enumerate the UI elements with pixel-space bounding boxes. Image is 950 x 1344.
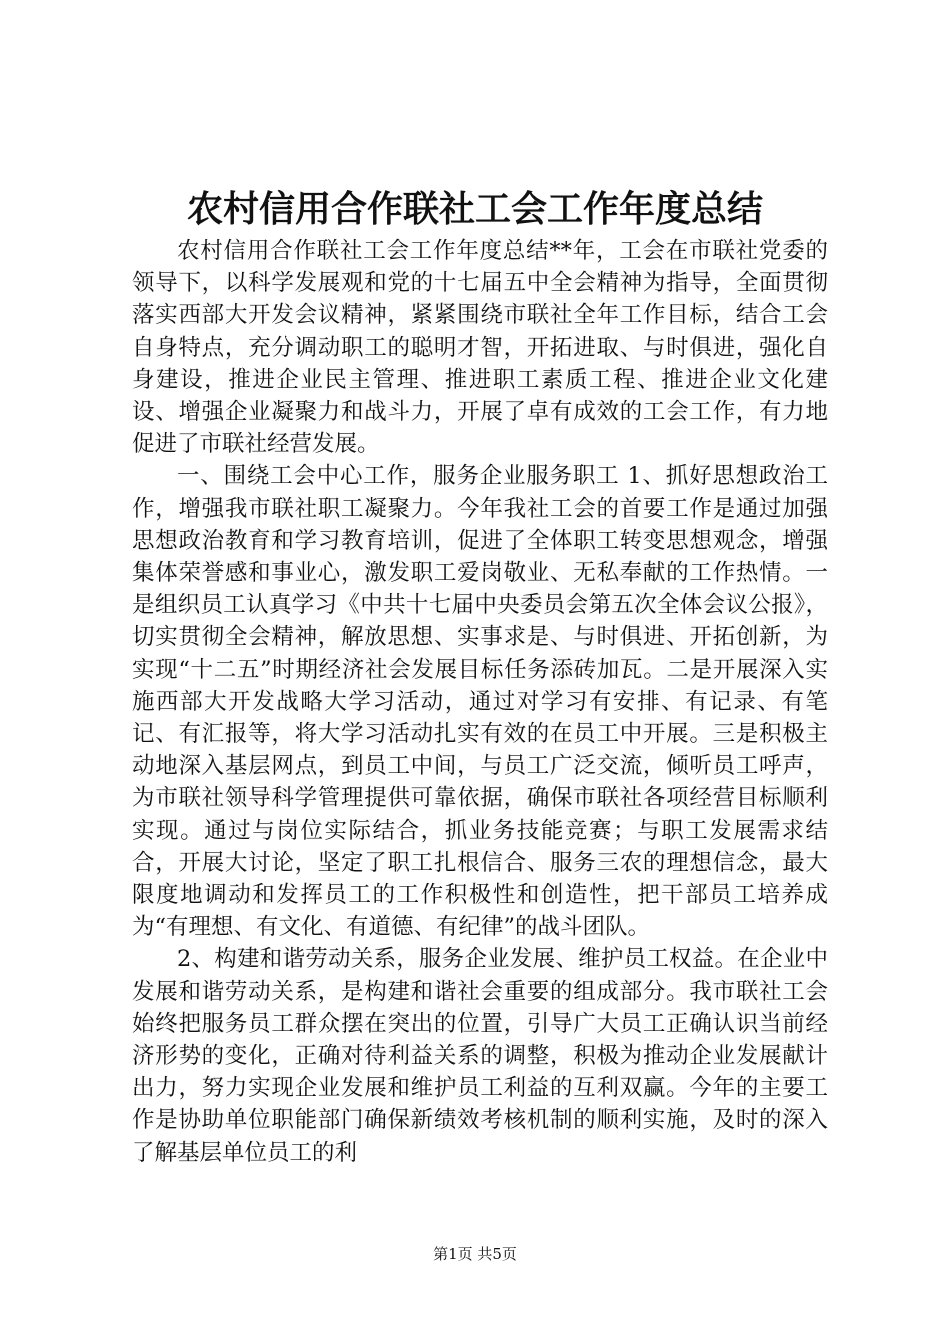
document-body	[132, 235, 828, 1169]
page-footer	[0, 1244, 950, 1264]
paragraph-intro: 农村信用合作联社工会工作年度总结**年，工会在市联社党委的领导下，以科学发展观和党的十七届五中全会精神为指导，全面贯彻落实西部大开发会议精神，紧紧围绕市联社全年工作目标，结合工会自身特点，充分调动职工的聪明才智，开拓进取、与时俱进，强化自身建设，推进企业民主管理、推进职工素质工程、推进企业文化建设、增强企业凝聚力和战斗力，开展了卓有成效的工会工作，有力地促进了市联社经营发展。	[132, 238, 828, 458]
paragraph-section-1: 一、围绕工会中心工作，服务企业服务职工 1、抓好思想政治工作，增强我市联社职工凝聚力。今年我社工会的首要工作是通过加强思想政治教育和学习教育培训，促进了全体职工转变思想观念，增强集体荣誉感和事业心，激发职工爱岗敬业、无私奉献的工作热情。一是组织员工认真学习《中共十七届中央委员会第五次全体会议公报》，切实贯彻全会精神，解放思想、实事求是、与时俱进、开拓创新，为实现“十二五”时期经济社会发展目标任务添砖加瓦。二是开展深入实施西部大开发战略大学习活动，通过对学习有安排、有记录、有笔记、有汇报等，将大学习活动扎实有效的在员工中开展。三是积极主动地深入基层网点，到员工中间，与员工广泛交流，倾听员工呼声，为市联社领导科学管理提供可靠依据，确保市联社各项经营目标顺利实现。通过与岗位实际结合，抓业务技能竞赛；与职工发展需求结合，开展大讨论，坚定了职工扎根信合、服务三农的理想信念，最大限度地调动和发挥员工的工作积极性和创造性，把干部员工培养成为“有理想、有文化、有道德、有纪律”的战斗团队。	[132, 463, 828, 941]
page-indicator: 第1页 共5页	[433, 1245, 517, 1263]
paragraph-section-2: 2、构建和谐劳动关系，服务企业发展、维护员工权益。在企业中发展和谐劳动关系，是构建和谐社会重要的组成部分。我市联社工会始终把服务员工群众摆在突出的位置，引导广大员工正确认识当前经济形势的变化，正确对待利益关系的调整，积极为推动企业发展献计出力，努力实现企业发展和维护员工利益的互利双赢。今年的主要工作是协助单位职能部门确保新绩效考核机制的顺利实施，及时的深入了解基层单位员工的利	[132, 946, 828, 1166]
document-title: 农村信用合作联社工会工作年度总结	[186, 188, 763, 230]
